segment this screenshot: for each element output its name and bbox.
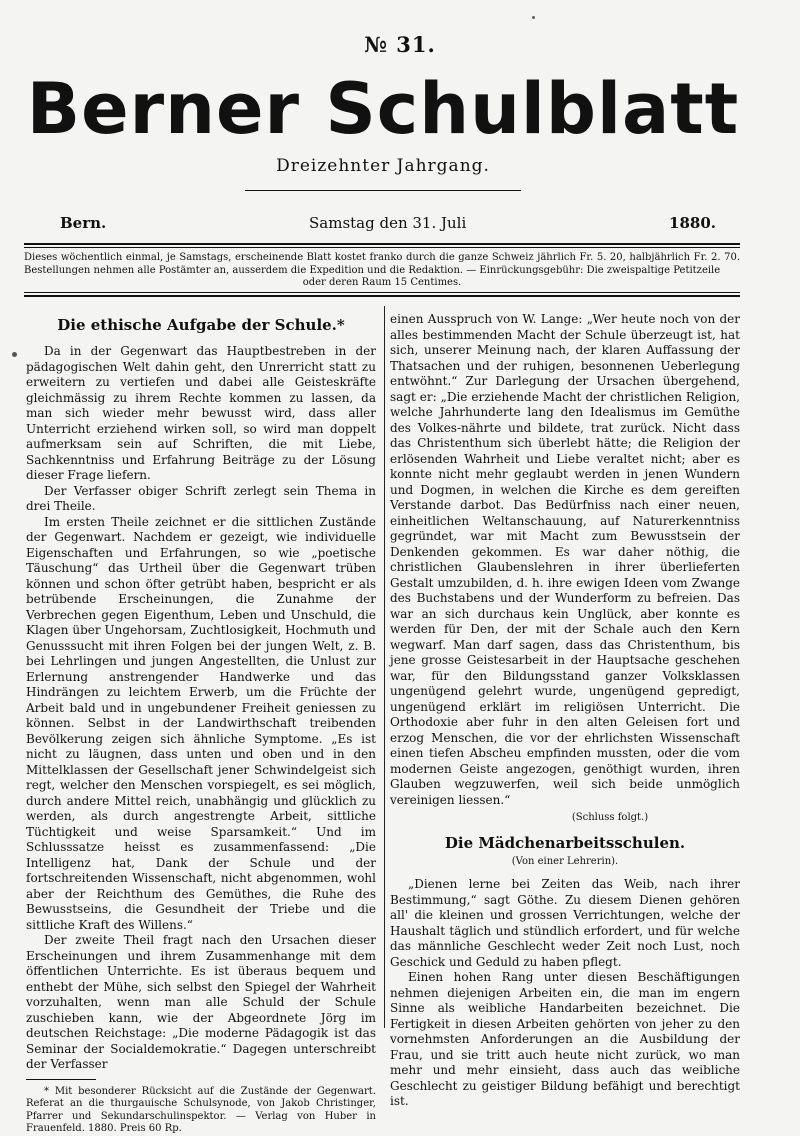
notice-line: Dieses wöchentlich einmal, je Samstags, erscheinende Blatt kostet franko durch die ganze Schweiz jährlich Fr. 5. 20, halbjährlich Fr. 2. 70. Bestellungen nehmen alle Postämter an, ausserdem die Expedition und die Redaktion. — Einrückungsgebühr: Die zweispaltige Petitzeile (24, 252, 740, 276)
paragraph: Der Verfasser obiger Schrift zerlegt sein Thema in drei Theile. (26, 483, 376, 513)
divider (24, 243, 740, 245)
issue-date: Samstag den 31. Juli (309, 214, 467, 232)
place: Bern. (60, 214, 107, 232)
byline: (Von einer Lehrerin). (511, 855, 619, 867)
paragraph: Da in der Gegenwart das Hauptbestreben in der pädagogischen Welt dahin geht, den Unrerricht statt zu erweitern zu vertiefen und dabei alle Geisteskräfte gleichmässig zu ihrem Rechte kommen zu lassen, da man sich wieder mehr bewusst wird, dass aller Unterricht erziehend wirken soll, so wird man doppelt aufmerksam sein auf Schriften, die mit Liebe, Sachkenntniss und Erfahrung Beiträge zu der Lösung dieser Frage liefern. (26, 344, 376, 482)
dateline (60, 214, 716, 232)
volume-subtitle: Dreizehnter Jahrgang. (276, 156, 490, 176)
left-column (26, 312, 376, 1136)
divider (24, 292, 740, 293)
paragraph: einen Ausspruch von W. Lange: „Wer heute noch von der alles bestimmenden Macht der Schule überzeugt ist, hat sich, unserer Meinung nach, der klaren Auffassung der Thatsachen und der ruhigen, besonnenen Ueberlegung entwöhnt.“ Zur Darlegung der Ursachen übergehend, sagt er: „Die erziehende Macht der christlichen Religion, welche Jahrhunderte lang den Idealismus im Gemüthe des Volkes-nährte und bildete, trat zurück. Nicht dass das Christenthum sich überlebt hätte; die Religion der erlösenden Wahrheit und Liebe veraltet nicht; aber es konnte nicht mehr geglaubt werden in jenen Wundern und Dogmen, in welchen die Kirche es dem gereiften Verstande darbot. Das Bedürfniss nach einer neuen, einheitlichen Weltanschauung, auf Naturerkenntniss gegründet, war mit Macht zum Bewusstsein der Denkenden gekommen. Es war daher nöthig, die christlichen Glaubenslehren in ihrer überlieferten Gestalt umzubilden, d. h. ihre ewigen Ideen vom Zwange des Buchstabens und der Wunderform zu befreien. Das war an sich durchaus kein Unglück, aber konnte es werden für Den, der mit der Schale auch den Kern wegwarf. Man darf sagen, dass das Christenthum, bis jene grosse Geistesarbeit in der Hauptsache geschehen war, für den Bildungsstand ganzer Volksklassen ungenügend gelehrt wurde, ungenügend gepredigt, ungenügend erklärt im religiösen Unterricht. Die Orthodoxie aber fuhr in den alten Geleisen fort und erzog Menschen, die vor der ehrlichsten Wissenschaft einen tiefen Abscheu empfinden mussten, oder die vom modernen Geiste angezogen, genöthigt wurden, ihren Glauben wegzuwerfen, weil sich beide unmöglich vereinigen liessen.“ (390, 312, 740, 807)
divider (24, 247, 740, 248)
footnote: * Mit besonderer Rücksicht auf die Zustände der Gegenwart. Referat an die thurgauische Schulsynode, von Jakob Christinger, Pfarrer und Sekundarschulinspektor. — Verlag von Huber in Frauenfeld. 1880. Preis 60 Rp. (26, 1085, 376, 1134)
footnote-rule (26, 1079, 96, 1080)
paragraph: Einen hohen Rang unter diesen Beschäftigungen nehmen diejenigen Arbeiten ein, die man im engern Sinne als weibliche Handarbeiten bezeichnet. Die Fertigkeit in diesen Arbeiten gehörten von jeher zu den vornehmsten Anforderungen an die Ausbildung der Frau, und sie tritt auch heute nicht zurück, wo man mehr und mehr einsieht, dass auch das weibliche Geschlecht zu geistiger Bildung befähigt und berechtigt ist. (390, 970, 740, 1108)
issue-number: № 31. (364, 32, 436, 57)
column-divider (384, 306, 385, 1028)
paragraph: „Dienen lerne bei Zeiten das Weib, nach ihrer Bestimmung,“ sagt Göthe. Zu diesem Dienen gehören all' die kleinen und grossen Verrichtungen, welche der Haushalt täglich und stündlich erfordert, und für welche das männliche Geschlecht weder Zeit noch Lust, noch Geschick und Geduld zu haben pflegt. (390, 877, 740, 969)
speck (532, 16, 535, 19)
subscription-notice (24, 252, 740, 290)
article-title: Die Mädchenarbeitsschulen. (444, 833, 686, 852)
divider (245, 190, 521, 191)
continued-note: (Schluss folgt.) (571, 812, 649, 823)
newspaper-title: Berner Schulblatt (26, 68, 740, 150)
ink-mark (12, 352, 17, 357)
divider (24, 295, 740, 297)
paragraph: Im ersten Theile zeichnet er die sittlichen Zustände der Gegenwart. Nachdem er gezeigt, wie individuelle Eigenschaften und Erfahrungen, so wie „poetische Täuschung“ das Urtheil über die Gegenwart trüben können und schon öfter getrübt haben, bespricht er als betrübende Erscheinungen, die Zunahme der Verbrechen gegen Eigenthum, Leben und Unschuld, die Klagen über Ungehorsam, Zuchtlosigkeit, Hochmuth und Genusssucht mit ihren Folgen bei der jungen Welt, z. B. bei Lehrlingen und jungen Angestellten, die Unlust zur Erlernung anstrengender Handwerke und das Hindrängen zu leichtem Erwerb, um die Früchte der Arbeit bald und in ungebundener Freiheit geniessen zu können. Selbst in der Landwirthschaft treibenden Bevölkerung zeigen sich ähnliche Symptome. „Es ist nicht zu läugnen, dass unten und oben und in den Mittelklassen der Gesellschaft jener Schwindelgeist sich regt, welcher den Menschen vorspiegelt, es sei möglich, durch andere Mittel reich, unabhängig und glücklich zu werden, als durch angestrengte Arbeit, sittliche Tüchtigkeit und weise Sparsamkeit.“ Und im Schlusssatze heisst es zusammenfassend: „Die Intelligenz hat, Dank der Schule und der fortschreitenden Wissenschaft, nicht abgenommen, wohl aber der Reichthum des Gemüthes, die Ruhe des Bewusstseins, die Gesundheit der Triebe und die sittliche Kraft des Willens.“ (26, 514, 376, 932)
article-title: Die ethische Aufgabe der Schule.* (57, 316, 345, 334)
issue-year: 1880. (669, 214, 716, 232)
notice-line: oder deren Raum 15 Centimes. (302, 277, 462, 288)
paragraph: Der zweite Theil fragt nach den Ursachen dieser Erscheinungen und ihrem Zusammenhange mit dem öffentlichen Unterrichte. Es ist überaus bequem und enthebt der Mühe, sich selbst den Spiegel der Wahrheit vorzuhalten, wenn man alle Schuld der Schule zuschieben kann, wie der Abgeordnete Jörg im deutschen Reichstage: „Die moderne Pädagogik ist das Seminar der Socialdemokratie.“ Dagegen unterschreibt der Verfasser (26, 933, 376, 1071)
right-column (390, 312, 740, 1110)
